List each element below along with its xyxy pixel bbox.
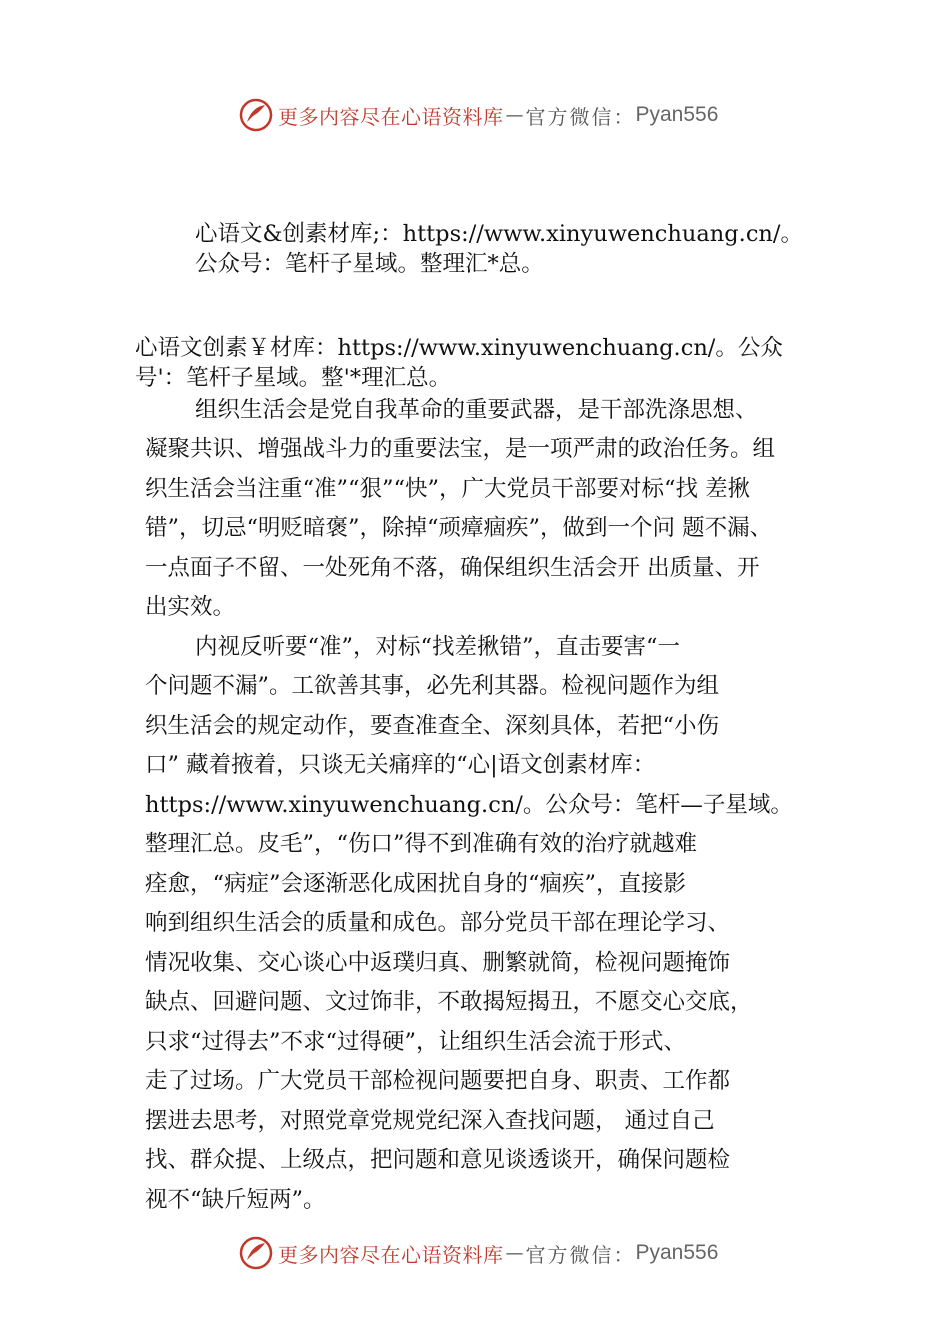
p1-text: 组织生活会是党自我革命的重要武器，是干部洗涤思想、	[195, 397, 758, 423]
p1-text: 一点面子不留、一处死角不落，确保组织生活会开 出质量、开	[145, 555, 760, 581]
wechat-label: 官方微信：	[525, 104, 636, 129]
p2-line-4	[145, 750, 655, 780]
p2-text: 找、群众提、上级点，把问题和意见谈透谈开，确保问题检	[145, 1147, 731, 1173]
logo-icon	[238, 1235, 274, 1271]
p2-text: 走了过场。广大党员干部检视问题要把自身、职责、工作都	[145, 1068, 731, 1094]
p2-line-15	[145, 1185, 326, 1215]
p1-line-2	[145, 434, 775, 464]
p2-text: 只求“过得去”不求“过得硬”，让组织生活会流于形式、	[145, 1029, 687, 1055]
p2-text: 摆进去思考，对照党章党规党纪深入查找问题， 通过自己	[145, 1108, 715, 1134]
p1-line-6	[145, 592, 235, 622]
banner-text: 更多内容尽在心语资料库	[278, 1242, 504, 1267]
p2-line-13	[145, 1106, 715, 1136]
p2-text: 视不“缺斤短两”。	[145, 1187, 326, 1213]
note2-line-1	[135, 333, 783, 363]
p2-text: 织生活会的规定动作，要查准查全、深刻具体，若把“小伤	[145, 713, 720, 739]
p2-text: 口” 藏着掖着，只谈无关痛痒的“心|语文创素材库：	[145, 752, 656, 778]
p2-line-12	[145, 1066, 730, 1096]
wechat-label: 官方微信：	[525, 1242, 636, 1267]
p1-line-4	[145, 513, 772, 543]
note1-line-1	[195, 219, 803, 249]
logo-icon	[238, 97, 274, 133]
note1-text-1: 心语文&创素材库;：https://www.xinyuwenchuang.cn/。	[195, 221, 803, 247]
p2-line-3	[145, 711, 719, 741]
banner-dash: —	[505, 1242, 524, 1264]
p2-line-8	[145, 908, 730, 938]
p2-text: 响到组织生活会的质量和成色。部分党员干部在理论学习、	[145, 910, 731, 936]
banner-dash: —	[505, 104, 524, 126]
wechat-id: Pyan556	[635, 1241, 719, 1264]
p2-line-5	[145, 790, 793, 820]
p1-line-3	[145, 474, 750, 504]
p1-text: 织生活会当注重“准”“狠”“快”，广大党员干部要对标“找 差揪	[145, 476, 751, 502]
p2-line-1	[195, 632, 680, 662]
p2-line-9	[145, 948, 730, 978]
note2-text-2: 号'：笔杆子星域。整'*理汇总。	[135, 365, 452, 391]
note2-text-1: 心语文创素￥材库：https://www.xinyuwenchuang.cn/。公众	[135, 335, 783, 361]
p2-line-7	[145, 869, 686, 899]
p2-text: 个问题不漏”。工欲善其事，必先利其器。检视问题作为组	[145, 673, 720, 699]
p2-line-6	[145, 829, 697, 859]
banner-text: 更多内容尽在心语资料库	[278, 104, 504, 129]
p2-text: https://www.xinyuwenchuang.cn/。公众号：笔杆—子星域。	[145, 792, 793, 818]
note1-line-2	[195, 249, 544, 279]
p2-text: 情况收集、交心谈心中返璞归真、删繁就简，检视问题掩饰	[145, 950, 731, 976]
p2-line-11	[145, 1027, 686, 1057]
p2-text: 痊愈，“病症”会逐渐恶化成困扰自身的“痼疾”，直接影	[145, 871, 687, 897]
footer-banner	[238, 1233, 718, 1273]
note2-line-2	[135, 363, 451, 393]
p2-line-2	[145, 671, 719, 701]
header-banner	[238, 95, 718, 135]
p1-text: 凝聚共识、增强战斗力的重要法宝，是一项严肃的政治任务。组	[145, 436, 776, 462]
note1-text-2: 公众号：笔杆子星域。整理汇*总。	[195, 251, 544, 277]
p1-line-5	[145, 553, 760, 583]
wechat-id: Pyan556	[635, 103, 719, 126]
p2-line-14	[145, 1145, 730, 1175]
p2-text: 内视反听要“准”，对标“找差揪错”，直击要害“一	[195, 634, 681, 660]
p1-text: 出实效。	[145, 594, 236, 620]
p2-text: 整理汇总。皮毛”，“伤口”得不到准确有效的治疗就越难	[145, 831, 698, 857]
p2-text: 缺点、回避问题、文过饰非，不敢揭短揭丑，不愿交心交底，	[145, 989, 753, 1015]
p2-line-10	[145, 987, 753, 1017]
p1-text: 错”，切忌“明贬暗褒”，除掉“顽瘴痼疾”，做到一个问 题不漏、	[145, 515, 773, 541]
p1-line-1	[195, 395, 758, 425]
